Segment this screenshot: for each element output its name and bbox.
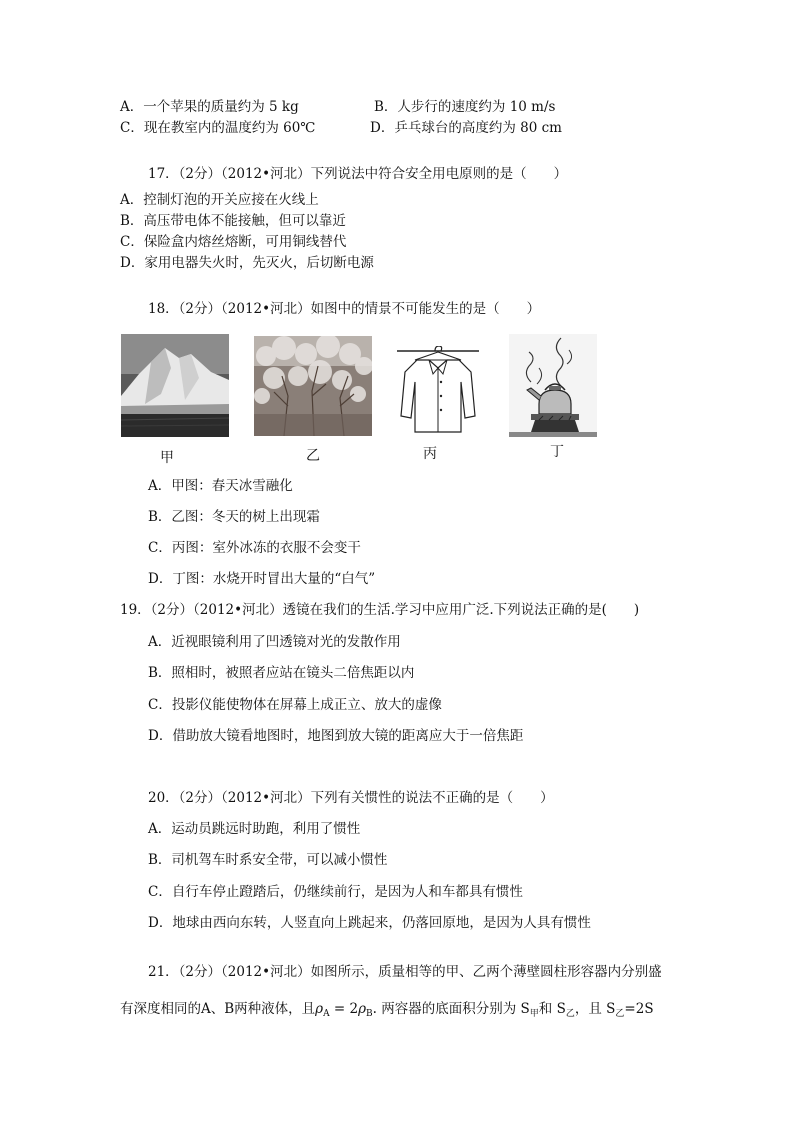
q19-option-a: A．近视眼镜利用了凹透镜对光的发散作用 (148, 634, 401, 650)
s-sub-jia: 甲 (529, 1009, 539, 1019)
q21-equals: = 2 (329, 1001, 359, 1017)
q16-option-d: D．乒乓球台的高度约为 80 cm (370, 120, 562, 136)
q20-stem: 20．（2分）（2012•河北）下列有关惯性的说法不正确的是（ ） (148, 790, 554, 806)
q21-stem-line2 (120, 1000, 654, 1023)
q21-text-c: 和 S (538, 1001, 566, 1017)
s-sub-yi-2: 乙 (615, 1009, 625, 1019)
q21-text-b: . 两容器的底面积分别为 S (372, 1001, 530, 1017)
snow-mountain-image (121, 334, 229, 437)
q17-stem: 17．（2分）（2012•河北）下列说法中符合安全用电原则的是（ ） (148, 166, 568, 182)
q21-text-d: ，且 S (574, 1001, 616, 1017)
q18-option-c: C．丙图：室外冰冻的衣服不会变干 (148, 540, 361, 556)
q18-stem: 18．（2分）（2012•河北）如图中的情景不可能发生的是（ ） (148, 301, 541, 317)
q16-option-a: A．一个苹果的质量约为 5 kg (120, 99, 299, 115)
q19-option-b: B．照相时，被照者应站在镜头二倍焦距以内 (148, 665, 415, 681)
kettle-steam-image (509, 334, 597, 437)
q20-option-c: C．自行车停止蹬踏后，仍继续前行，是因为人和车都具有惯性 (148, 884, 523, 900)
q17-option-b: B．高压带电体不能接触，但可以靠近 (120, 213, 346, 229)
rho-sub-a: A (323, 1009, 330, 1019)
q20-option-a: A．运动员跳远时助跑，利用了惯性 (148, 821, 361, 837)
q19-option-c: C．投影仪能使物体在屏幕上成正立、放大的虚像 (148, 697, 442, 713)
image-caption-jia: 甲 (160, 450, 174, 466)
q16-option-c: C．现在教室内的温度约为 60℃ (120, 120, 316, 136)
frost-tree-image (254, 336, 372, 436)
rho-sub-b: B (366, 1009, 373, 1019)
image-caption-ding: 丁 (550, 444, 564, 460)
q21-stem-line1: 21．（2分）（2012•河北）如图所示，质量相等的甲、乙两个薄壁圆柱形容器内分别盛 (148, 964, 662, 980)
rho-symbol-b: ρ (358, 1001, 367, 1017)
rho-symbol-a: ρ (315, 1001, 324, 1017)
q21-text-e: =2S (624, 1001, 654, 1017)
q17-option-c: C．保险盒内熔丝熔断，可用铜线替代 (120, 234, 347, 250)
q20-option-d: D．地球由西向东转，人竖直向上跳起来，仍落回原地，是因为人具有惯性 (148, 915, 591, 931)
q21-text-a: 有深度相同的A、B两种液体，且 (120, 1001, 316, 1017)
q18-option-b: B．乙图：冬天的树上出现霜 (148, 509, 320, 525)
q19-stem: 19．（2分）（2012•河北）透镜在我们的生活.学习中应用广泛.下列说法正确的是( ) (120, 602, 640, 618)
shirt-on-hanger-image (397, 346, 479, 434)
q18-option-a: A．甲图：春天冰雪融化 (148, 478, 293, 494)
q16-option-b: B．人步行的速度约为 10 m/s (374, 99, 556, 115)
s-sub-yi: 乙 (565, 1009, 575, 1019)
q18-option-d: D．丁图：水烧开时冒出大量的“白气” (148, 571, 376, 587)
q17-option-a: A．控制灯泡的开关应接在火线上 (120, 192, 319, 208)
q19-option-d: D．借助放大镜看地图时，地图到放大镜的距离应大于一倍焦距 (148, 728, 524, 744)
image-caption-yi: 乙 (306, 448, 320, 464)
q17-option-d: D．家用电器失火时，先灭火，后切断电源 (120, 255, 374, 271)
q20-option-b: B．司机驾车时系安全带，可以减小惯性 (148, 852, 388, 868)
image-caption-bing: 丙 (423, 446, 437, 462)
